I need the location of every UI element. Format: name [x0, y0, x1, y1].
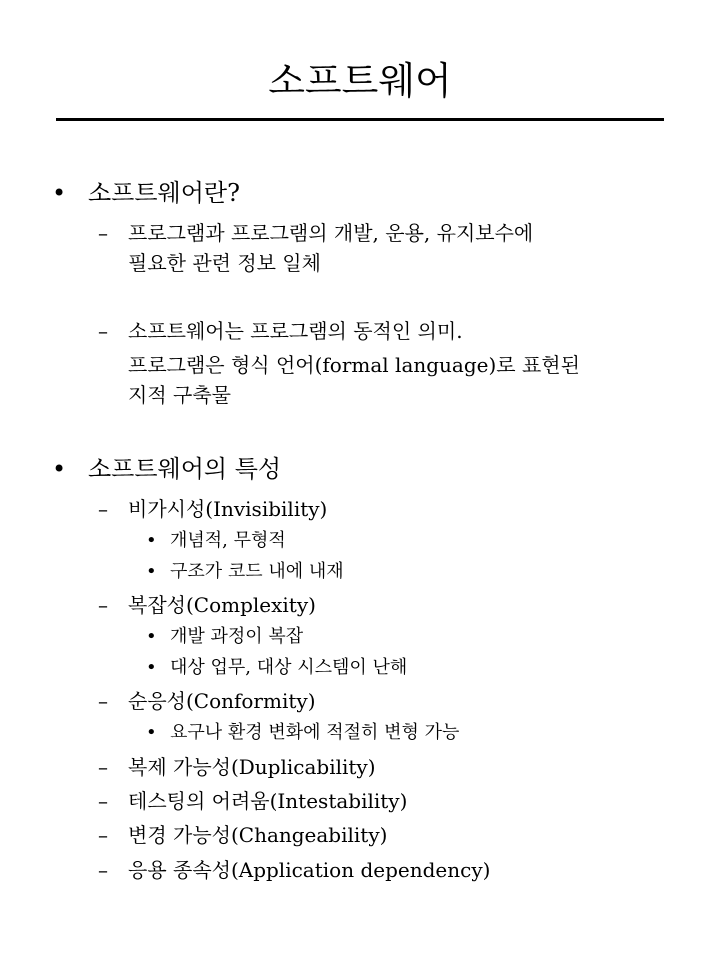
characteristic-complexity: 복잡성(Complexity): [128, 593, 316, 617]
bullet-marker: •: [52, 455, 67, 483]
complexity-detail-1: 개발 과정이 복잡: [170, 626, 304, 647]
complexity-detail-2: 대상 업무, 대상 시스템이 난해: [170, 657, 408, 678]
definition-item-2-line-1: 소프트웨어는 프로그램의 동적인 의미.: [128, 319, 463, 343]
conformity-detail-1: 요구나 환경 변화에 적절히 변형 가능: [170, 722, 460, 743]
invisibility-detail-1: 개념적, 무형적: [170, 530, 286, 551]
definition-item-1-line-1: 프로그램과 프로그램의 개발, 운용, 유지보수에: [128, 221, 534, 245]
title-divider: [56, 118, 664, 121]
dash-marker: –: [98, 319, 108, 343]
characteristic-invisibility: 비가시성(Invisibility): [128, 497, 328, 521]
bullet-marker: •: [146, 626, 157, 647]
bullet-marker: •: [146, 530, 157, 551]
dash-marker: –: [98, 689, 108, 713]
bullet-marker: •: [146, 657, 157, 678]
definition-item-1-line-2: 필요한 관련 정보 일체: [128, 251, 321, 275]
characteristic-conformity: 순응성(Conformity): [128, 689, 316, 713]
invisibility-detail-2: 구조가 코드 내에 내재: [170, 561, 344, 582]
section-heading-characteristics: 소프트웨어의 특성: [88, 455, 282, 483]
dash-marker: –: [98, 593, 108, 617]
dash-marker: –: [98, 858, 108, 882]
characteristic-application-dependency: 응용 종속성(Application dependency): [128, 858, 491, 882]
dash-marker: –: [98, 221, 108, 245]
bullet-marker: •: [146, 722, 157, 743]
definition-item-2-line-3: 지적 구축물: [128, 383, 231, 407]
dash-marker: –: [98, 823, 108, 847]
dash-marker: –: [98, 755, 108, 779]
characteristic-intestability: 테스팅의 어려움(Intestability): [128, 789, 408, 813]
dash-marker: –: [98, 497, 108, 521]
slide-title: 소프트웨어: [268, 59, 452, 103]
characteristic-duplicability: 복제 가능성(Duplicability): [128, 755, 376, 779]
bullet-marker: •: [52, 179, 67, 207]
dash-marker: –: [98, 789, 108, 813]
bullet-marker: •: [146, 561, 157, 582]
characteristic-changeability: 변경 가능성(Changeability): [128, 823, 388, 847]
definition-item-2-line-2: 프로그램은 형식 언어(formal language)로 표현된: [128, 353, 580, 377]
section-heading-definition: 소프트웨어란?: [88, 179, 240, 207]
